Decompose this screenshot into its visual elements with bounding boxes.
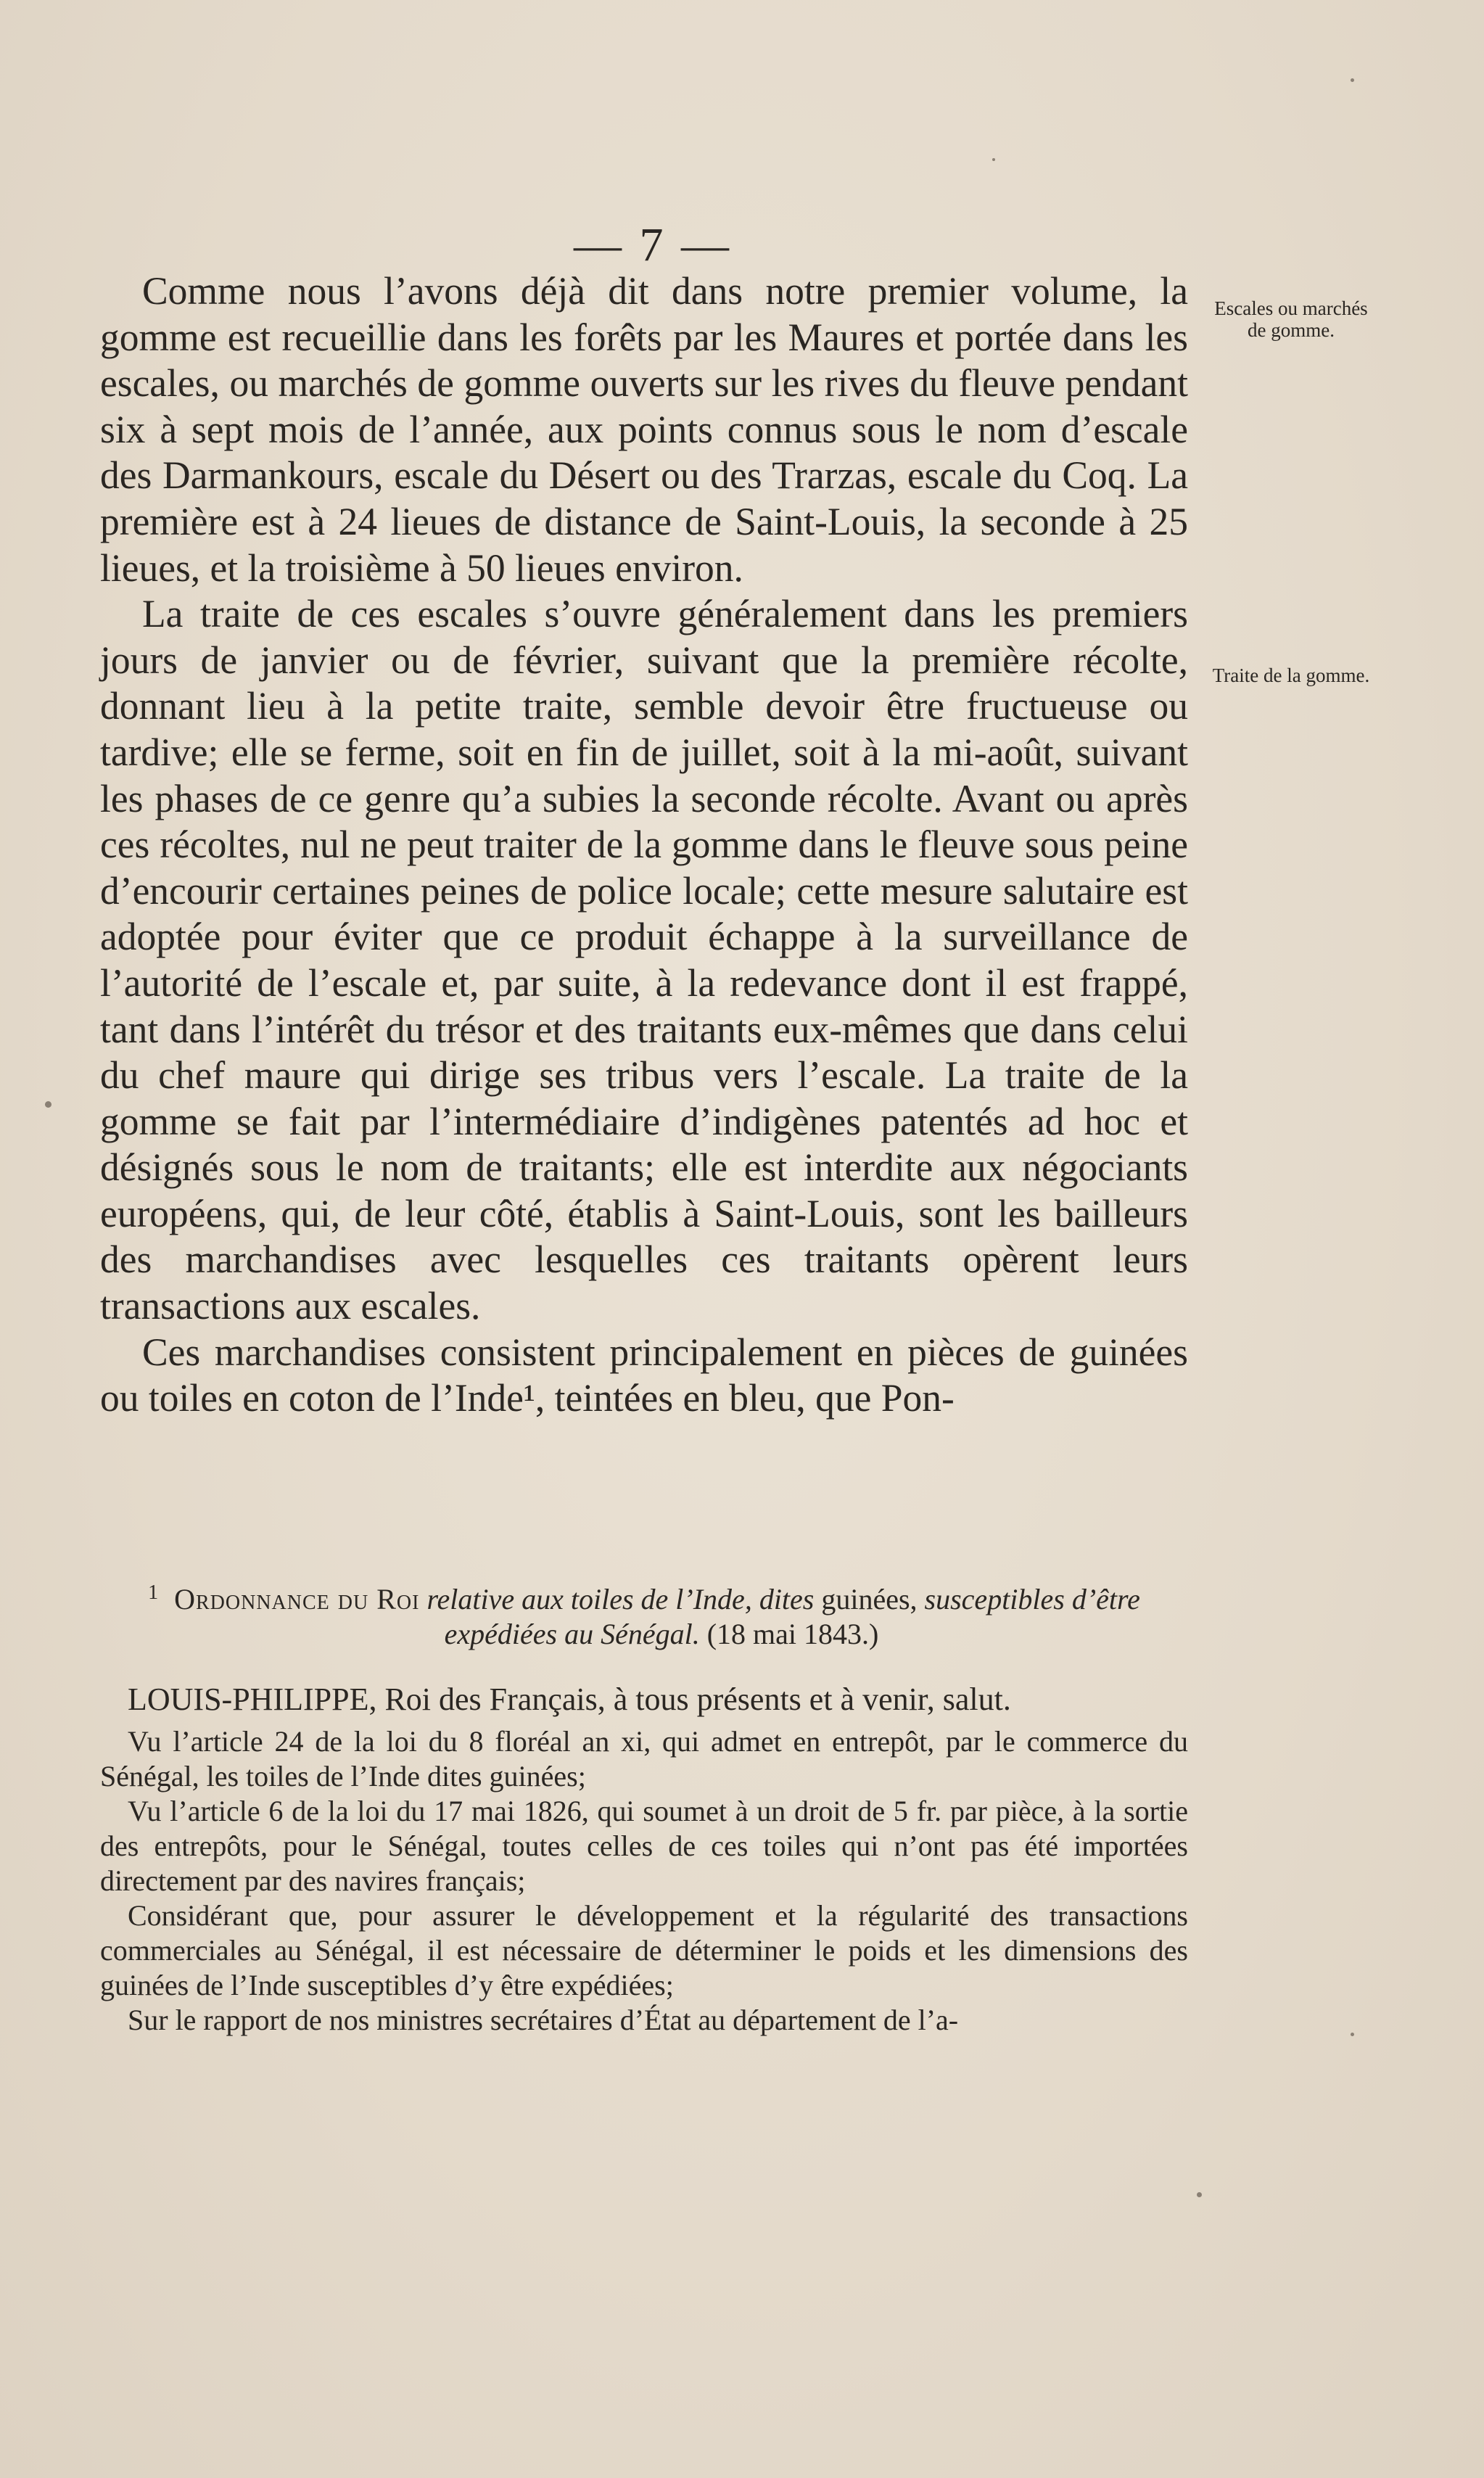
footnote-title-caps: Ordonnance du Roi [174,1583,420,1615]
paper-speck [45,1101,51,1108]
footnote-item: Sur le rapport de nos ministres secrétaires d’État au département de l’a- [128,2004,959,2036]
paper-speck [1351,78,1354,82]
paragraph: Ces marchandises consistent principalement en pièces de guinées ou toiles en coton de l’Inde¹, teintées en bleu, que Pon- [100,1330,1188,1420]
footnote-marker: 1 [148,1581,159,1604]
paper-speck [1197,2192,1202,2197]
footnote-title [100,1576,1188,1652]
footnote-title-plain: guinées, [821,1583,918,1615]
footnote-title-date: (18 mai 1843.) [706,1618,879,1650]
main-text [100,268,1188,1422]
footnote-king-line: LOUIS-PHILIPPE, Roi des Français, à tous présents et à venir, salut. [128,1682,1011,1717]
paragraph: La traite de ces escales s’ouvre généralement dans les premiers jours de janvier ou de février, suivant que la première récolte, donnant lieu à la petite traite, semble devoir être fructueuse ou tardive; elle se ferme, soit en fin de juillet, soit à la mi-août, suivant les phases de ce genre qu’a subies la seconde récolte. Avant ou après ces récoltes, nul ne peut traiter de la gomme dans le fleuve sous peine d’encourir certaines peines de police locale; cette mesure salutaire est adoptée pour éviter que ce produit échappe à la surveillance de l’autorité de l’escale et, par suite, à la redevance dont il est frappé, tant dans l’intérêt du trésor et des traitants eux-mêmes que dans celui du chef maure qui dirige ses tribus vers l’escale. La traite de la gomme se fait par l’intermédiaire d’indigènes patentés ad hoc et désignés sous le nom de traitants; elle est interdite aux négociants européens, qui, de leur côté, établis à Saint-Louis, sont les bailleurs des marchandises avec lesquelles ces traitants opèrent leurs transactions aux escales. [100,592,1188,1328]
footnote-item: Vu l’article 6 de la loi du 17 mai 1826, qui soumet à un droit de 5 fr. par pièce, à la sortie des entrepôts, pour le Sénégal, toutes celles de ces toiles qui n’ont pas été importées directement par des navires français; [100,1795,1188,1897]
paper-speck [1351,2033,1354,2036]
margin-note-traite: Traite de la gomme. [1212,664,1370,686]
footnote-title-italic: relative aux toiles de l’Inde, dites [426,1583,815,1615]
footnote-item: Vu l’article 24 de la loi du 8 floréal an xi, qui admet en entrepôt, par le commerce du Sénégal, les toiles de l’Inde dites guinées; [100,1725,1188,1792]
footnote [100,1576,1188,2038]
page-number: — 7 — [574,218,732,271]
paragraph: Comme nous l’avons déjà dit dans notre premier volume, la gomme est recueillie dans les forêts par les Maures et portée dans les escales, ou marchés de gomme ouverts sur les rives du fleuve pendant six à sept mois de l’année, aux points connus sous le nom d’escale des Darmankours, escale du Désert ou des Trarzas, escale du Coq. La première est à 24 lieues de distance de Saint-Louis, la seconde à 25 lieues, et la troisième à 50 lieues environ. [100,269,1188,590]
footnote-item: Considérant que, pour assurer le développement et la régularité des transactions commerciales au Sénégal, il est nécessaire de déterminer le poids et les dimensions des guinées de l’Inde susceptibles d’y être expédiées; [100,1899,1188,2001]
paper-speck [992,158,995,161]
footnote-title-italic-2: susceptibles d’être expédiées au Sénégal. [444,1583,1140,1650]
margin-note-escales: Escales ou marchés de gomme. [1214,297,1368,341]
